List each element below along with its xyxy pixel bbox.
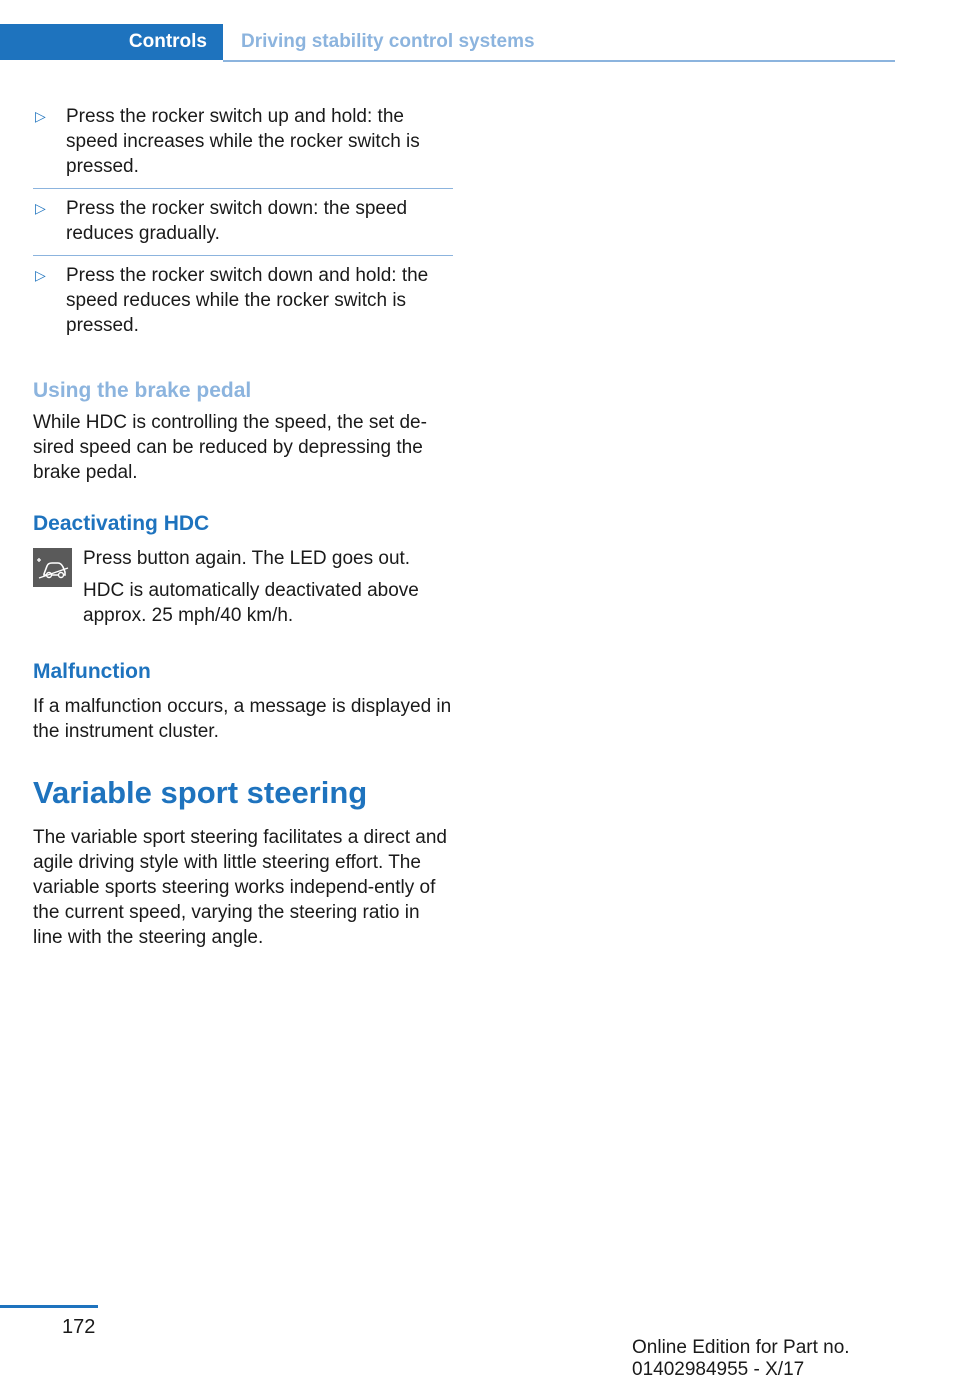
page-number: 172 — [62, 1316, 96, 1338]
deactivate-speed-note: HDC is automatically deactivated above approx. 25 mph/40 km/h. — [83, 580, 419, 626]
list-item — [33, 196, 453, 256]
triangle-bullet-icon: ▷ — [35, 108, 46, 124]
edition-note: Online Edition for Part no. 01402984955 - X/17 — [632, 1337, 850, 1380]
steering-heading: Variable sport steering — [33, 775, 368, 810]
deactivating-hdc-heading: Deactivating HDC — [33, 512, 210, 535]
malfunction-text: If a malfunction occurs, a message is displayed in the instrument cluster. — [33, 696, 452, 742]
page-header — [0, 24, 895, 62]
deactivate-instruction: Press button again. The LED goes out. — [83, 548, 411, 569]
triangle-bullet-icon: ▷ — [35, 200, 46, 216]
footer-divider — [0, 1305, 98, 1308]
hdc-button-icon — [33, 548, 72, 587]
brake-pedal-heading: Using the brake pedal — [33, 379, 252, 402]
list-item — [33, 104, 453, 189]
malfunction-heading: Malfunction — [33, 660, 151, 683]
main-content — [33, 104, 453, 950]
steering-text: The variable sport steering facilitates a direct and agile driving style with little steering effort. The variable sports steering works independ-ently of the current speed, varying the steering ratio in line with the steering angle. — [33, 827, 447, 948]
list-item-text: Press the rocker switch up and hold: the speed increases while the rocker switch is pressed. — [66, 106, 420, 177]
section-tab: Controls — [0, 24, 223, 60]
instruction-list — [33, 104, 453, 347]
deactivate-block — [33, 546, 453, 628]
list-item-text: Press the rocker switch down and hold: the speed reduces while the rocker switch is pressed. — [66, 265, 429, 336]
header-divider — [223, 60, 895, 62]
chapter-title: Driving stability control systems — [241, 31, 535, 52]
triangle-bullet-icon: ▷ — [35, 267, 46, 283]
list-item — [33, 263, 453, 347]
list-item-text: Press the rocker switch down: the speed reduces gradually. — [66, 198, 408, 244]
brake-pedal-text: While HDC is controlling the speed, the set de-sired speed can be reduced by depressing the brake pedal. — [33, 412, 427, 483]
